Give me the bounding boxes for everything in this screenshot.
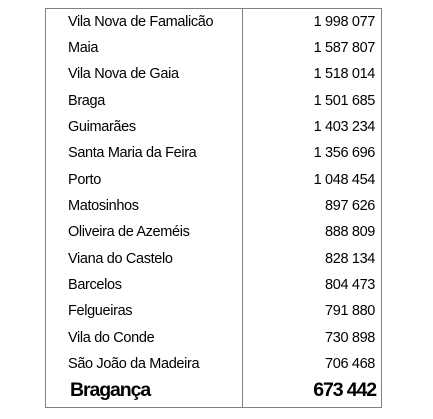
- municipality-name: Oliveira de Azeméis: [68, 224, 190, 240]
- highlighted-row: [46, 377, 381, 403]
- municipality-value: 828 134: [325, 251, 375, 267]
- municipality-value: 1 587 807: [313, 40, 375, 56]
- municipality-name: Guimarães: [68, 119, 136, 135]
- municipality-name: São João da Madeira: [68, 356, 200, 372]
- municipality-value: 1 356 696: [313, 145, 375, 161]
- municipality-value: 897 626: [325, 198, 375, 214]
- ranking-table: [45, 8, 382, 408]
- municipality-value: 706 468: [325, 356, 375, 372]
- municipality-name: Felgueiras: [68, 303, 133, 319]
- municipality-name: Santa Maria da Feira: [68, 145, 197, 161]
- table-row: [46, 219, 381, 245]
- table-row: [46, 272, 381, 298]
- table-row: [46, 9, 381, 35]
- municipality-name: Vila do Conde: [68, 330, 155, 346]
- municipality-name: Barcelos: [68, 277, 122, 293]
- table-row: [46, 140, 381, 166]
- table-row: [46, 298, 381, 324]
- municipality-name: Matosinhos: [68, 198, 139, 214]
- highlighted-municipality-name: Bragança: [70, 379, 151, 401]
- table-row: [46, 167, 381, 193]
- municipality-name: Vila Nova de Famalicão: [68, 14, 214, 30]
- municipality-value: 1 518 014: [313, 66, 375, 82]
- municipality-value: 1 998 077: [313, 14, 375, 30]
- municipality-value: 888 809: [325, 224, 375, 240]
- municipality-value: 730 898: [325, 330, 375, 346]
- municipality-value: 791 880: [325, 303, 375, 319]
- table-row: [46, 325, 381, 351]
- table-row: [46, 61, 381, 87]
- municipality-value: 804 473: [325, 277, 375, 293]
- table-row: [46, 246, 381, 272]
- municipality-name: Maia: [68, 40, 99, 56]
- municipality-name: Porto: [68, 172, 101, 188]
- municipality-value: 1 403 234: [313, 119, 375, 135]
- municipality-name: Vila Nova de Gaia: [68, 66, 179, 82]
- highlighted-municipality-value: 673 442: [313, 379, 376, 401]
- table-row: [46, 114, 381, 140]
- municipality-value: 1 501 685: [313, 93, 375, 109]
- table-row: [46, 88, 381, 114]
- table-row: [46, 35, 381, 61]
- municipality-value: 1 048 454: [313, 172, 375, 188]
- municipality-name: Braga: [68, 93, 105, 109]
- table-row: [46, 193, 381, 219]
- municipality-name: Viana do Castelo: [68, 251, 173, 267]
- table-row: [46, 351, 381, 377]
